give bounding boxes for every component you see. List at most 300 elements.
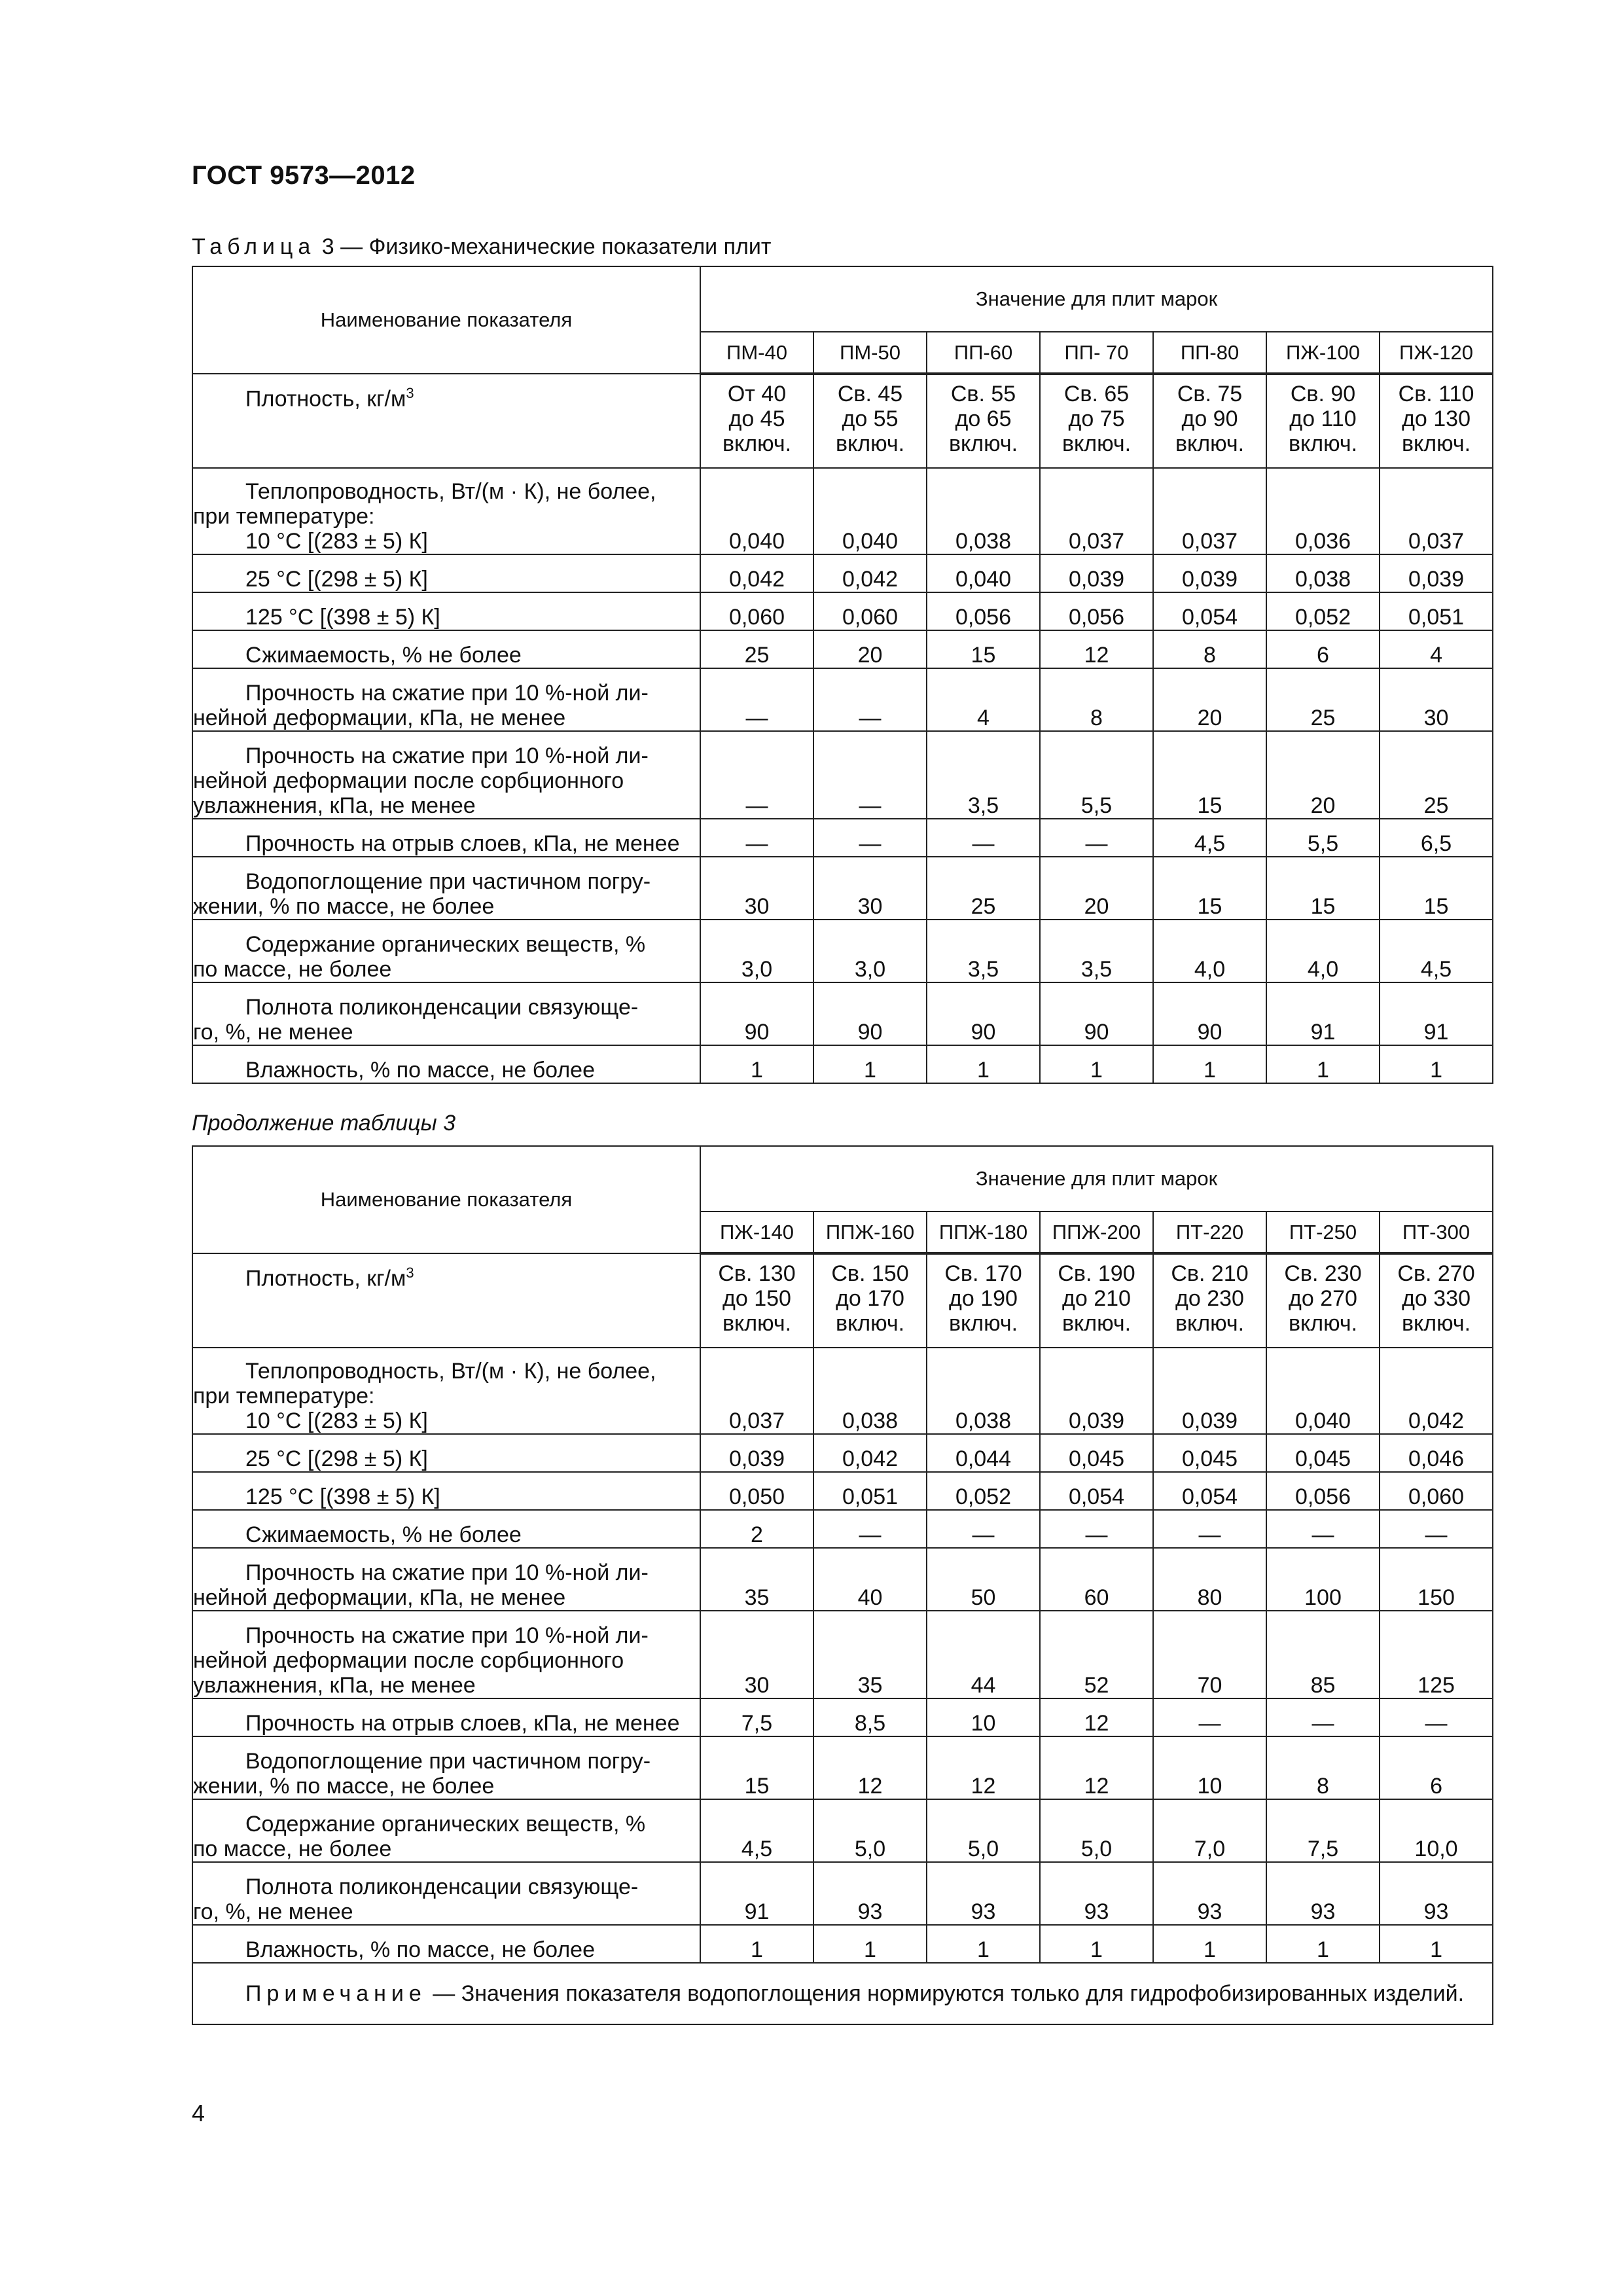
parameter-label-line: Сжимаемость, % не более [245,1522,522,1547]
thermal-10-value: 0,040 [813,468,927,554]
strength-row [192,1548,1493,1611]
polycondensation-value: 91 [1266,982,1380,1045]
moisture-value: 1 [1380,1925,1493,1963]
compressibility-value: 8 [1153,630,1266,668]
parameter-label-line: 125 °С [(398 ± 5) К] [245,605,440,630]
organic-content-value: 3,5 [1040,920,1153,982]
polycondensation-value: 90 [700,982,813,1045]
parameter-label-line: Водопоглощение при частичном погру- [245,869,651,894]
density-value-line: включ. [722,431,792,456]
tear-value: 6,5 [1380,819,1493,857]
polycondensation-value: 90 [1153,982,1266,1045]
tear-value: — [1380,1698,1493,1736]
parameter-label-line: нейной деформации, кПа, не менее [193,1585,566,1610]
parameter-label-line: 25 °С [(298 ± 5) К] [245,1446,428,1471]
density-value-line: до 230 [1175,1286,1244,1311]
thermal-label-cell [192,1348,700,1434]
thermal-125-value: 0,054 [1153,1472,1266,1510]
table-1-caption [192,234,771,260]
density-value-line: включ. [1061,431,1132,456]
organic-content-value: 3,5 [927,920,1040,982]
thermal-125-value: 0,054 [1153,592,1266,630]
thermal-10-value: 0,040 [700,468,813,554]
water-absorption-value: 12 [813,1736,927,1799]
density-label-exponent: 3 [406,1265,414,1281]
density-value-line: Св. 55 [950,382,1016,406]
polycondensation-value: 93 [1040,1862,1153,1925]
strength-value: 20 [1153,668,1266,731]
tear-row [192,1698,1493,1736]
organic-content-label-cell [192,1799,700,1862]
strength-value: — [700,668,813,731]
strength-value: 30 [1380,668,1493,731]
polycondensation-value: 90 [813,982,927,1045]
table-1 [192,266,1493,1084]
thermal-125-value: 0,056 [1040,592,1153,630]
density-value [1153,1253,1266,1348]
moisture-value: 1 [1040,1925,1153,1963]
density-label [193,1261,700,1291]
density-value [1266,374,1380,468]
parameter-label-line: Прочность на сжатие при 10 %-ной ли- [245,681,649,706]
brand-header: ПЖ-100 [1266,332,1380,374]
strength-sorption-row [192,1611,1493,1698]
thermal-25-row [192,1434,1493,1472]
strength-sorption-value: 5,5 [1040,731,1153,819]
compressibility-label-cell [192,630,700,668]
thermal-10-value: 0,037 [700,1348,813,1434]
density-value [1380,1253,1493,1348]
density-value [1380,374,1493,468]
thermal-125-value: 0,050 [700,1472,813,1510]
density-value-line: до 170 [836,1286,904,1311]
water-absorption-value: 12 [1040,1736,1153,1799]
parameter-label-line: Полнота поликонденсации связующе- [245,1874,639,1899]
thermal-25-value: 0,042 [700,554,813,592]
water-absorption-value: 6 [1380,1736,1493,1799]
polycondensation-value: 91 [700,1862,813,1925]
thermal-10-value: 0,036 [1266,468,1380,554]
note-label: Примечание [245,1981,427,2006]
thermal-10-value: 0,038 [813,1348,927,1434]
thermal-125-value: 0,051 [1380,592,1493,630]
tear-label-cell [192,819,700,857]
strength-value: 8 [1040,668,1153,731]
density-label-cell [192,374,700,468]
density-value [700,374,813,468]
parameter-name-header: Наименование показателя [192,1146,700,1253]
water-absorption-value: 15 [1380,857,1493,920]
thermal-10-value: 0,039 [1040,1348,1153,1434]
organic-content-row [192,1799,1493,1862]
note-text: — Значения показателя водопоглощения нормируются только для гидрофобизированных изделий. [426,1981,1465,2006]
page-number: 4 [192,2100,205,2126]
compressibility-value: 15 [927,630,1040,668]
tear-value: — [1266,1698,1380,1736]
strength-sorption-value: 25 [1380,731,1493,819]
table-1-caption-word: Таблица [192,234,316,259]
brand-header: ПЖ-120 [1380,332,1493,374]
note-row [192,1963,1493,2024]
parameter-label-line: Прочность на сжатие при 10 %-ной ли- [245,744,649,768]
strength-sorption-value: 52 [1040,1611,1153,1698]
density-value-line: включ. [1288,1311,1358,1336]
polycondensation-label-cell [192,1862,700,1925]
density-value-line: Св. 65 [1063,382,1130,406]
thermal-25-value: 0,039 [1380,554,1493,592]
thermal-25-value: 0,042 [813,1434,927,1472]
density-value-line: включ. [1401,1311,1471,1336]
thermal-25-value: 0,039 [1153,554,1266,592]
thermal-125-value: 0,052 [1266,592,1380,630]
density-value-line: включ. [1288,431,1358,456]
parameter-name-header: Наименование показателя [192,266,700,374]
density-value-line: до 270 [1289,1286,1357,1311]
moisture-value: 1 [1153,1045,1266,1083]
density-value-line: включ. [1175,1311,1245,1336]
thermal-10-value: 0,038 [927,468,1040,554]
parameter-label-line: по массе, не более [193,1837,392,1861]
density-value [927,1253,1040,1348]
strength-value: 60 [1040,1548,1153,1611]
moisture-value: 1 [927,1925,1040,1963]
strength-value: 50 [927,1548,1040,1611]
thermal-25-value: 0,038 [1266,554,1380,592]
thermal-125-value: 0,051 [813,1472,927,1510]
density-value-line: Св. 150 [831,1261,909,1286]
thermal-125-value: 0,060 [700,592,813,630]
thermal-label-cell [192,468,700,554]
thermal-125-value: 0,056 [927,592,1040,630]
strength-sorption-value: 85 [1266,1611,1380,1698]
organic-content-value: 4,5 [700,1799,813,1862]
table-2 [192,1145,1493,2025]
moisture-row [192,1925,1493,1963]
thermal-10-value: 0,042 [1380,1348,1493,1434]
parameter-label-line: по массе, не более [193,957,392,982]
moisture-value: 1 [813,1925,927,1963]
thermal-25-value: 0,042 [813,554,927,592]
strength-sorption-label-cell [192,731,700,819]
density-value-line: включ. [835,431,905,456]
table-continuation-caption: Продолжение таблицы 3 [192,1111,455,1136]
density-value-line: включ. [722,1311,792,1336]
density-value-line: до 45 [728,406,785,431]
tear-value: — [1040,819,1153,857]
compressibility-value: — [1266,1510,1380,1548]
organic-content-value: 5,0 [813,1799,927,1862]
compressibility-value: 25 [700,630,813,668]
tear-value: 10 [927,1698,1040,1736]
moisture-label-cell [192,1925,700,1963]
organic-content-value: 5,0 [1040,1799,1153,1862]
parameter-label-line: увлажнения, кПа, не менее [193,793,476,818]
tear-value: — [1153,1698,1266,1736]
water-absorption-value: 8 [1266,1736,1380,1799]
compressibility-value: 12 [1040,630,1153,668]
compressibility-value: — [1153,1510,1266,1548]
strength-sorption-value: — [700,731,813,819]
brand-header: ПП-60 [927,332,1040,374]
organic-content-value: 3,0 [700,920,813,982]
water-absorption-row [192,1736,1493,1799]
organic-content-label-cell [192,920,700,982]
strength-value: 100 [1266,1548,1380,1611]
polycondensation-value: 91 [1380,982,1493,1045]
compressibility-label-cell [192,1510,700,1548]
tear-value: 5,5 [1266,819,1380,857]
density-label-text: Плотность, кг/м [245,386,406,412]
parameter-label-line: при температуре: [193,504,375,529]
parameter-label-line: нейной деформации, кПа, не менее [193,706,566,730]
water-absorption-value: 30 [700,857,813,920]
parameter-label-line: 10 °С [(283 ± 5) К] [245,1408,428,1433]
parameter-label-line: при температуре: [193,1384,375,1408]
density-value-line: Св. 170 [944,1261,1022,1286]
compressibility-row [192,1510,1493,1548]
density-value-line: Св. 230 [1284,1261,1362,1286]
brand-header: ПТ-250 [1266,1211,1380,1253]
polycondensation-row [192,982,1493,1045]
polycondensation-value: 93 [1153,1862,1266,1925]
parameter-label-line: увлажнения, кПа, не менее [193,1673,476,1698]
brand-header: ПП-80 [1153,332,1266,374]
parameter-label-line: жении, % по массе, не более [193,894,495,919]
organic-content-value: 10,0 [1380,1799,1493,1862]
strength-sorption-value: 15 [1153,731,1266,819]
parameter-label-line: Полнота поликонденсации связующе- [245,995,639,1020]
compressibility-value: — [1040,1510,1153,1548]
density-value-line: до 55 [842,406,899,431]
thermal-25-row [192,554,1493,592]
parameter-label-line: 10 °С [(283 ± 5) К] [245,529,428,554]
density-value-line: включ. [948,1311,1018,1336]
strength-sorption-value: 30 [700,1611,813,1698]
parameter-label-line: Влажность, % по массе, не более [245,1058,595,1083]
tear-value: — [813,819,927,857]
density-label-text: Плотность, кг/м [245,1266,406,1291]
tear-value: 8,5 [813,1698,927,1736]
thermal-10-value: 0,037 [1040,468,1153,554]
thermal-125-value: 0,054 [1040,1472,1153,1510]
polycondensation-row [192,1862,1493,1925]
thermal-25-value: 0,040 [927,554,1040,592]
density-value [813,374,927,468]
brand-header: ПТ-300 [1380,1211,1493,1253]
thermal-125-value: 0,060 [813,592,927,630]
parameter-label-line: Прочность на отрыв слоев, кПа, не менее [245,831,680,856]
moisture-value: 1 [700,1045,813,1083]
thermal-125-value: 0,052 [927,1472,1040,1510]
thermal-10-value: 0,038 [927,1348,1040,1434]
parameter-label-line: 25 °С [(298 ± 5) К] [245,567,428,592]
water-absorption-value: 15 [1153,857,1266,920]
density-label-exponent: 3 [406,385,414,401]
moisture-value: 1 [1266,1045,1380,1083]
thermal-10-value: 0,037 [1380,468,1493,554]
moisture-row [192,1045,1493,1083]
strength-sorption-value: 125 [1380,1611,1493,1698]
brand-header: ППЖ-200 [1040,1211,1153,1253]
parameter-label-line: Теплопроводность, Вт/(м · К), не более, [245,479,656,504]
organic-content-value: 5,0 [927,1799,1040,1862]
parameter-label-line: го, %, не менее [193,1899,353,1924]
parameter-label-line: Содержание органических веществ, % [245,932,646,957]
density-value-line: до 130 [1402,406,1471,431]
water-absorption-label-cell [192,1736,700,1799]
organic-content-value: 4,0 [1153,920,1266,982]
strength-sorption-value: 70 [1153,1611,1266,1698]
polycondensation-value: 93 [1380,1862,1493,1925]
polycondensation-value: 90 [927,982,1040,1045]
moisture-value: 1 [1380,1045,1493,1083]
moisture-label-cell [192,1045,700,1083]
thermal-10-value: 0,040 [1266,1348,1380,1434]
compressibility-value: — [813,1510,927,1548]
tear-value: — [700,819,813,857]
strength-label-cell [192,668,700,731]
brand-header: ППЖ-160 [813,1211,927,1253]
water-absorption-value: 30 [813,857,927,920]
density-value-line: От 40 [727,382,787,406]
polycondensation-value: 90 [1040,982,1153,1045]
strength-sorption-value: 35 [813,1611,927,1698]
density-value-line: до 110 [1289,406,1357,431]
density-value-line: включ. [948,431,1018,456]
density-label-cell [192,1253,700,1348]
thermal-25-value: 0,039 [700,1434,813,1472]
thermal-125-label-cell [192,592,700,630]
thermal-10-value: 0,039 [1153,1348,1266,1434]
parameter-label-line: Сжимаемость, % не более [245,643,522,668]
strength-sorption-value: — [813,731,927,819]
moisture-value: 1 [927,1045,1040,1083]
parameter-label-line: Прочность на отрыв слоев, кПа, не менее [245,1711,680,1736]
brand-values-header: Значение для плит марок [700,1146,1493,1211]
thermal-25-value: 0,046 [1380,1434,1493,1472]
density-value-line: до 330 [1402,1286,1471,1311]
density-value-line: Св. 75 [1177,382,1243,406]
thermal-10-row [192,1348,1493,1434]
strength-sorption-label-cell [192,1611,700,1698]
density-value-line: Св. 210 [1171,1261,1249,1286]
density-value [1266,1253,1380,1348]
parameter-label-line: Теплопроводность, Вт/(м · К), не более, [245,1359,656,1384]
document-code: ГОСТ 9573—2012 [192,161,416,190]
density-value [813,1253,927,1348]
density-value-line: до 75 [1068,406,1125,431]
strength-value: 150 [1380,1548,1493,1611]
compressibility-value: — [927,1510,1040,1548]
polycondensation-value: 93 [813,1862,927,1925]
thermal-25-value: 0,039 [1040,554,1153,592]
brand-values-header: Значение для плит марок [700,266,1493,332]
organic-content-value: 4,5 [1380,920,1493,982]
tear-value: 12 [1040,1698,1153,1736]
note-cell [192,1963,1493,2024]
parameter-label-line: Прочность на сжатие при 10 %-ной ли- [245,1623,649,1648]
thermal-25-value: 0,045 [1040,1434,1153,1472]
tear-value: — [927,819,1040,857]
strength-value: 35 [700,1548,813,1611]
density-value-line: до 210 [1062,1286,1131,1311]
compressibility-value: 20 [813,630,927,668]
strength-label-cell [192,1548,700,1611]
strength-sorption-value: 3,5 [927,731,1040,819]
thermal-125-row [192,592,1493,630]
parameter-label-line: нейной деформации после сорбционного [193,768,624,793]
thermal-10-row [192,468,1493,554]
strength-value: — [813,668,927,731]
thermal-25-label-cell [192,1434,700,1472]
moisture-value: 1 [813,1045,927,1083]
water-absorption-value: 25 [927,857,1040,920]
density-value-line: включ. [1401,431,1471,456]
thermal-25-value: 0,045 [1266,1434,1380,1472]
parameter-label-line: 125 °С [(398 ± 5) К] [245,1484,440,1509]
organic-content-row [192,920,1493,982]
density-value-line: Св. 90 [1290,382,1356,406]
strength-row [192,668,1493,731]
density-value-line: Св. 130 [718,1261,796,1286]
density-value [1040,374,1153,468]
brand-header: ПМ-40 [700,332,813,374]
strength-sorption-value: 20 [1266,731,1380,819]
water-absorption-value: 15 [1266,857,1380,920]
polycondensation-value: 93 [1266,1862,1380,1925]
organic-content-value: 4,0 [1266,920,1380,982]
thermal-125-row [192,1472,1493,1510]
density-value-line: до 150 [722,1286,791,1311]
density-value [927,374,1040,468]
density-value-line: Св. 270 [1397,1261,1475,1286]
thermal-25-label-cell [192,554,700,592]
thermal-125-label-cell [192,1472,700,1510]
thermal-25-value: 0,044 [927,1434,1040,1472]
strength-value: 25 [1266,668,1380,731]
density-value [1040,1253,1153,1348]
density-row [192,374,1493,468]
strength-value: 4 [927,668,1040,731]
density-label [193,381,700,411]
density-value-line: включ. [1061,1311,1132,1336]
thermal-125-value: 0,060 [1380,1472,1493,1510]
density-value-line: включ. [1175,431,1245,456]
density-value-line: до 190 [949,1286,1018,1311]
parameter-label-line: жении, % по массе, не более [193,1774,495,1799]
strength-sorption-value: 44 [927,1611,1040,1698]
thermal-125-value: 0,056 [1266,1472,1380,1510]
density-value [1153,374,1266,468]
moisture-value: 1 [1266,1925,1380,1963]
parameter-label-line: Влажность, % по массе, не более [245,1937,595,1962]
strength-sorption-row [192,731,1493,819]
organic-content-value: 3,0 [813,920,927,982]
parameter-label-line: Прочность на сжатие при 10 %-ной ли- [245,1560,649,1585]
brand-header: ППЖ-180 [927,1211,1040,1253]
table-1-caption-text: 3 — Физико-механические показатели плит [321,234,772,259]
density-value-line: Св. 110 [1398,382,1474,406]
density-value-line: Св. 190 [1058,1261,1135,1286]
tear-value: 4,5 [1153,819,1266,857]
density-value-line: до 90 [1181,406,1238,431]
thermal-25-value: 0,045 [1153,1434,1266,1472]
moisture-value: 1 [1040,1045,1153,1083]
density-value [700,1253,813,1348]
brand-header: ПЖ-140 [700,1211,813,1253]
brand-header: ПП- 70 [1040,332,1153,374]
moisture-value: 1 [700,1925,813,1963]
